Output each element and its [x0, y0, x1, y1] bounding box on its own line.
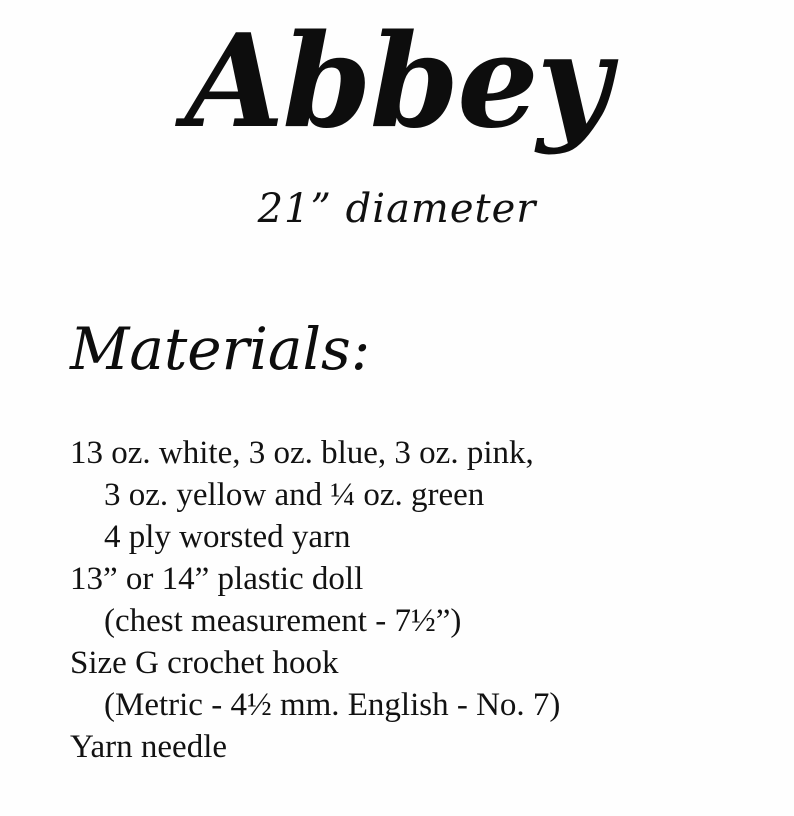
page-subtitle: 21” diameter — [257, 186, 537, 232]
list-item: 4 ply worsted yarn — [104, 519, 351, 555]
list-item: 3 oz. yellow and ¼ oz. green — [104, 477, 485, 513]
list-item: (chest measurement - 7½”) — [104, 603, 462, 639]
page-title: Abbey — [184, 7, 610, 157]
materials-heading: Materials: — [70, 315, 371, 383]
list-item: Size G crochet hook — [70, 645, 339, 681]
list-item: (Metric - 4½ mm. English - No. 7) — [104, 687, 561, 723]
materials-list — [70, 432, 730, 768]
list-item: 13 oz. white, 3 oz. blue, 3 oz. pink, — [70, 435, 534, 471]
list-item: Yarn needle — [70, 729, 228, 765]
list-item: 13” or 14” plastic doll — [70, 561, 364, 597]
